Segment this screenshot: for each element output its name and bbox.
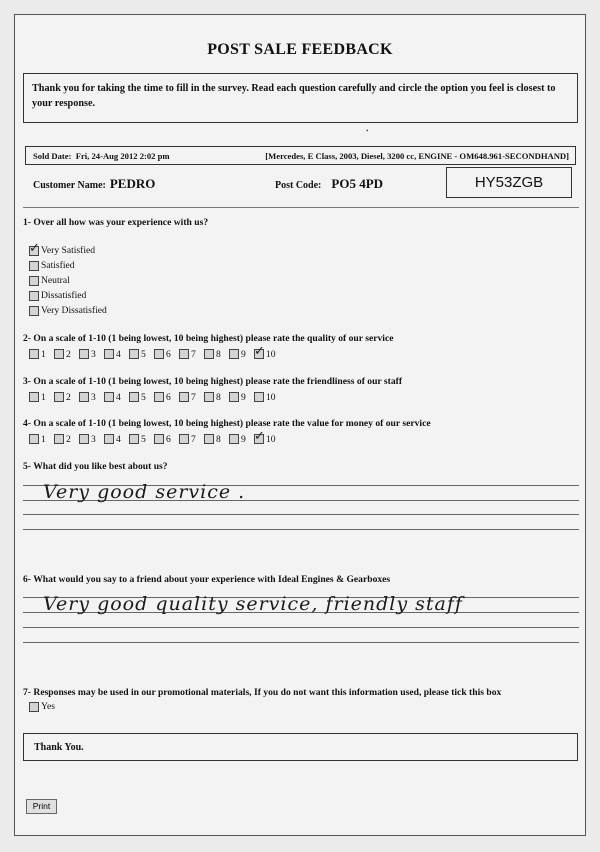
post-code	[275, 176, 383, 192]
q4-option-10[interactable]	[254, 434, 279, 445]
checkbox-icon[interactable]	[254, 434, 264, 444]
q2-option-2[interactable]	[54, 349, 79, 360]
vehicle-info: [Mercedes, E Class, 2003, Diesel, 3200 cc, ENGINE - OM648.961-SECONDHAND]	[265, 151, 569, 161]
checkbox-icon[interactable]	[29, 261, 39, 271]
q2-option-10[interactable]	[254, 349, 279, 360]
option-label: Satisfied	[41, 260, 75, 271]
checkbox-icon[interactable]	[254, 349, 264, 359]
registration-box: HY53ZGB	[446, 167, 572, 198]
sold-date-value: Fri, 24-Aug 2012 2:02 pm	[75, 151, 170, 161]
q1-options	[29, 243, 107, 318]
option-label: 9	[241, 391, 246, 403]
q4-option-5[interactable]	[129, 434, 154, 445]
checkbox-icon[interactable]	[229, 434, 239, 444]
option-label: Yes	[41, 701, 55, 712]
q1-option-very-satisfied[interactable]	[29, 243, 107, 258]
checkbox-icon[interactable]	[154, 349, 164, 359]
checkbox-icon[interactable]	[254, 392, 264, 402]
q2-option-5[interactable]	[129, 349, 154, 360]
option-label: 1	[41, 348, 46, 360]
q2-option-7[interactable]	[179, 349, 204, 360]
q2-option-8[interactable]	[204, 349, 229, 360]
q5-handwritten-answer: Very good service .	[43, 481, 246, 503]
q3-option-3[interactable]	[79, 392, 104, 403]
question-3: 3- On a scale of 1-10 (1 being lowest, 10 being highest) please rate the friendliness of our staff	[23, 376, 403, 387]
sold-date-label: Sold Date:	[33, 151, 72, 161]
q1-option-neutral[interactable]	[29, 273, 107, 288]
checkbox-icon[interactable]	[29, 246, 39, 256]
checkbox-icon[interactable]	[29, 349, 39, 359]
q2-option-1[interactable]	[29, 349, 54, 360]
post-code-value: PO5 4PD	[331, 176, 384, 191]
option-label: 5	[141, 433, 146, 445]
q1-option-very-dissatisfied[interactable]	[29, 303, 107, 318]
q3-option-7[interactable]	[179, 392, 204, 403]
option-label: 10	[266, 348, 276, 360]
checkbox-icon[interactable]	[179, 434, 189, 444]
option-label: 1	[41, 433, 46, 445]
option-label: 5	[141, 348, 146, 360]
checkbox-icon[interactable]	[179, 392, 189, 402]
q4-option-8[interactable]	[204, 434, 229, 445]
checkbox-icon[interactable]	[29, 291, 39, 301]
option-label: 9	[241, 433, 246, 445]
section-divider	[23, 207, 579, 208]
option-label: 3	[91, 391, 96, 403]
checkbox-icon[interactable]	[129, 349, 139, 359]
q3-option-8[interactable]	[204, 392, 229, 403]
intro-box: Thank you for taking the time to fill in the survey. Read each question carefully and circle the option you feel is closest to your response.	[23, 73, 578, 123]
option-label: 4	[116, 433, 121, 445]
option-label: 4	[116, 348, 121, 360]
checkbox-icon[interactable]	[204, 434, 214, 444]
option-label: 2	[66, 348, 71, 360]
option-label: 6	[166, 348, 171, 360]
q3-option-5[interactable]	[129, 392, 154, 403]
option-label: 3	[91, 348, 96, 360]
thank-you-box: Thank You.	[23, 733, 578, 761]
checkbox-icon[interactable]	[229, 392, 239, 402]
q3-option-2[interactable]	[54, 392, 79, 403]
checkbox-icon[interactable]	[129, 392, 139, 402]
q4-option-4[interactable]	[104, 434, 129, 445]
option-label: 1	[41, 391, 46, 403]
option-label: 7	[191, 391, 196, 403]
option-label: 3	[91, 433, 96, 445]
customer-name	[33, 176, 155, 192]
checkbox-icon[interactable]	[204, 349, 214, 359]
checkbox-icon[interactable]	[129, 434, 139, 444]
checkbox-icon[interactable]	[79, 392, 89, 402]
option-label: Dissatisfied	[41, 290, 87, 301]
option-label: 10	[266, 433, 276, 445]
option-label: 8	[216, 348, 221, 360]
q3-option-10[interactable]	[254, 392, 279, 403]
question-6: 6- What would you say to a friend about your experience with Ideal Engines & Gearboxes	[23, 574, 391, 585]
print-button[interactable]: Print	[26, 799, 57, 814]
q4-option-2[interactable]	[54, 434, 79, 445]
q7-option-yes[interactable]	[29, 699, 55, 714]
form-title: POST SALE FEEDBACK	[207, 41, 393, 58]
q3-option-4[interactable]	[104, 392, 129, 403]
q2-option-3[interactable]	[79, 349, 104, 360]
q4-option-7[interactable]	[179, 434, 204, 445]
option-label: 6	[166, 391, 171, 403]
option-label: 5	[141, 391, 146, 403]
checkbox-icon[interactable]	[54, 434, 64, 444]
checkbox-icon[interactable]	[104, 434, 114, 444]
option-label: 7	[191, 348, 196, 360]
option-label: 8	[216, 391, 221, 403]
checkbox-icon[interactable]	[29, 392, 39, 402]
question-7: 7- Responses may be used in our promotional materials, If you do not want this information used, please tick this box	[23, 687, 502, 698]
sale-info-row	[25, 146, 576, 165]
q4-option-6[interactable]	[154, 434, 179, 445]
q1-option-satisfied[interactable]	[29, 258, 107, 273]
q1-option-dissatisfied[interactable]	[29, 288, 107, 303]
option-label: 9	[241, 348, 246, 360]
q4-option-3[interactable]	[79, 434, 104, 445]
option-label: Neutral	[41, 275, 70, 286]
checkbox-icon[interactable]	[104, 349, 114, 359]
checkbox-icon[interactable]	[29, 434, 39, 444]
checkbox-icon[interactable]	[154, 392, 164, 402]
question-4: 4- On a scale of 1-10 (1 being lowest, 10 being highest) please rate the value for money of our service	[23, 418, 431, 429]
question-2: 2- On a scale of 1-10 (1 being lowest, 10 being highest) please rate the quality of our service	[23, 333, 394, 344]
q4-option-1[interactable]	[29, 434, 54, 445]
q2-option-6[interactable]	[154, 349, 179, 360]
checkbox-icon[interactable]	[104, 392, 114, 402]
checkbox-icon[interactable]	[54, 349, 64, 359]
option-label: 8	[216, 433, 221, 445]
customer-name-label: Customer Name:	[33, 180, 106, 191]
q3-scale	[29, 390, 279, 404]
checkbox-icon[interactable]	[29, 702, 39, 712]
option-label: Very Satisfied	[41, 245, 96, 256]
feedback-form	[14, 14, 586, 836]
checkbox-icon[interactable]	[79, 349, 89, 359]
question-1: 1- Over all how was your experience with us?	[23, 217, 209, 228]
post-code-label: Post Code:	[275, 180, 322, 191]
checkbox-icon[interactable]	[154, 434, 164, 444]
q4-scale	[29, 432, 279, 446]
customer-name-value: PEDRO	[109, 176, 156, 191]
checkbox-icon[interactable]	[179, 349, 189, 359]
q4-option-9[interactable]	[229, 434, 254, 445]
option-label: 2	[66, 391, 71, 403]
q2-option-9[interactable]	[229, 349, 254, 360]
checkbox-icon[interactable]	[54, 392, 64, 402]
sold-date	[33, 151, 170, 161]
checkbox-icon[interactable]	[204, 392, 214, 402]
option-label: 4	[116, 391, 121, 403]
q2-scale	[29, 347, 279, 361]
option-label: 7	[191, 433, 196, 445]
checkbox-icon[interactable]	[29, 306, 39, 316]
checkbox-icon[interactable]	[229, 349, 239, 359]
option-label: 2	[66, 433, 71, 445]
option-label: Very Dissatisfied	[41, 305, 107, 316]
option-label: 10	[266, 391, 276, 403]
q3-option-9[interactable]	[229, 392, 254, 403]
checkbox-icon[interactable]	[29, 276, 39, 286]
checkbox-icon[interactable]	[79, 434, 89, 444]
option-label: 6	[166, 433, 171, 445]
question-5: 5- What did you like best about us?	[23, 461, 168, 472]
q3-option-6[interactable]	[154, 392, 179, 403]
stray-mark: •	[366, 127, 369, 135]
q3-option-1[interactable]	[29, 392, 54, 403]
q2-option-4[interactable]	[104, 349, 129, 360]
q6-handwritten-answer: Very good quality service, friendly staff	[43, 593, 463, 615]
